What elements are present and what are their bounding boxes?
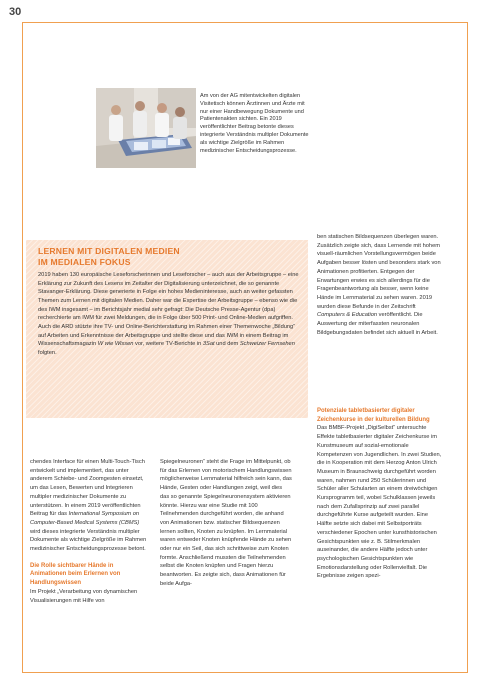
highlight-title-line1: LERNEN MIT DIGITALEN MEDIEN (38, 246, 180, 256)
page-frame-top (22, 22, 468, 23)
highlight-text-em2: 3Sat (202, 341, 215, 348)
highlight-text (38, 271, 302, 358)
photo-visitetisch (96, 88, 196, 168)
right-top-text: ben statischen Bildsequenzen überlegen waren. Zusätzlich zeigte sich, dass Lernende mit hohem visuell-räumlichen Vorstellungsvermögen beide Aufgaben besser lösten und besonders stark von Animationen profitierten. Entgegen der Erwartungen erwies es sich allerdings für die Fragenbeantwortung als besser, wenn keine Hände im Lernmaterial zu sehen waren. 2019 wurden diese Befunde in der Zeitschrift (317, 234, 441, 310)
highlight-text-em3: Schweizer Fernsehen (239, 341, 295, 348)
left-text1: chendes Interface für einen Multi-Touch-Tisch entwickelt und implementiert, das unter anderem Schiebe- und Zoomgesten einsetzt, um das Lesen, Bewerten und Integrieren multipler medizinischer Dokumente zu unterstützen. In einem 2019 veröffentlichten Beitrag für das (30, 459, 145, 518)
highlight-title-line2: IM MEDIALEN FOKUS (38, 257, 131, 267)
subhead-zeichenkurse: Potenziale tabletbasierter digitaler Zeichenkurse in der kulturellen Bildung (317, 408, 430, 423)
paragraph-gap (30, 554, 150, 562)
highlight-text-part3: und dem (214, 341, 240, 348)
highlight-text-em1: W wie Wissen (97, 341, 134, 348)
right-bottom-text: Das BMBF-Projekt „DigiSelbst“ untersuchte Effekte tabletbasierter digitaler Zeichenkurse im Kunstmuseum auf sozial-emotionale Kompetenzen von Jugendlichen. In zwei Studien, die in Kooperation mit dem Herzog Anton Ulrich Museum in Braunschweig durchgeführt worden waren, nahmen rund 250 Schülerinnen und Schüler aller Schularten an einem dreiwöchigen Kursprogramm teil, wobei Schulklassen jeweils nach dem Zufallsprinzip auf zwei parallel durchgeführte Kurse aufgeteilt wurden. Eine Hälfte setzte sich dabei mit Selbstporträts verschiedener Epochen unter kunsthistorischen Gesichtspunkten wie z. B. Stilmerkmalen auseinander, die andere Hälfte jedoch unter psychologischen Gesichtspunkten wie Emotionsdarstellung oder Rollenvielfalt. Die Ergebnisse zeigen spezi- (317, 425, 442, 580)
left-text3: Im Projekt „Verarbeitung von dynamischen Visualisierungen mit Hilfe von (30, 588, 138, 604)
right-column-bottom (317, 407, 443, 581)
right-top-journal: Computers & Education (317, 312, 378, 319)
highlight-title (38, 246, 298, 268)
right-top-text-end: veröffentlicht. Die Auswertung der miterfassten neuronalen Bildgebungsdaten befindet sich aktuell in Arbeit. (317, 312, 438, 336)
highlight-text-part4: folgten. (38, 349, 57, 356)
photo-caption: Am von der AG mitentwickelten digitalen Visitetisch können Ärztinnen und Ärzte mit nur einer Handbewegung Dokumente und Patientenakten sichten. Ein 2019 veröffentlichter Beitrag betonte dieses integrierte Verständnis multipler Dokumente als wichtige Zielgröße im Rahmen medizinischer Entscheidungsprozesse. (200, 93, 309, 154)
highlight-text-part2: vor, weitere TV-Berichte in (133, 341, 203, 348)
right-column-top (317, 233, 443, 337)
middle-column: Spiegelneuronen“ steht die Frage im Mittelpunkt, ob für das Erlernen von motorischem Handlungswissen möglicherweise Lernmaterial hilfreich sein kann, das Hände, Gesten oder Handlungen zeigt, weil dies das so genannte Spiegelneuronensystem aktivieren könnte. Hierzu war eine Studie mit 100 Teilnehmenden durchgeführt worden, die anhand von Animationen bzw. statischer Bildsequenzen lernen sollten, Knoten zu knüpfen. Im Lernmaterial waren entweder Knoten knüpfende Hände zu sehen oder nur ein Seil, das sich schrittweise zum Knoten formte. Anschließend mussten die Teilnehmenden selbst die Knoten knüpfen und Fragen hierzu beantworten. Es zeigte sich, dass Animationen für beide Aufga- (160, 459, 292, 587)
subhead-haende: Die Rolle sichtbarer Hände in Animationen beim Erlernen von Handlungswissen (30, 562, 121, 587)
left-text2: wird dieses integrierte Verständnis multipler Dokumente als wichtige Zielgröße im Rahmen medizinischer Entscheidungsprozesse betont. (30, 528, 147, 553)
page-number: 30 (9, 6, 22, 18)
left-column (30, 458, 150, 605)
left-text-em: International Symposium on Computer-Based Medical Systems (CBMS) (30, 511, 140, 526)
highlight-text-part1: 2019 haben 130 europäische Leseforscherinnen und Leseforscher – auch aus der Arbeitsgruppe – eine Erklärung zur Zukunft des Lesens im Zeitalter der Digitalisierung unterzeichnet, die so genannte Stavanger-Erklärung. Diese generierte in Folge ein hohes Medieninteresse, auch an weiter gefassten Themen zum Lernen mit digitalen Medien. Daher war die Expertise der Arbeitsgruppe – ebenso wie die des IWM insgesamt – im Berichtsjahr medial sehr gefragt: Die Deutsche Presse-Agentur (dpa) recherchierte am IWM für zwei Meldungen, die in Folge über 500 Print- und Online-Medien aufgriffen. Auch die ARD stützte ihre TV- und Online-Berichterstattung im Rahmen einer Themenwoche „Bildung“ auf Arbeiten und Erkenntnisse der Arbeitsgruppe und stellte diese und das IWM in einem Beitrag im Wissenschaftsmagazin (38, 272, 299, 348)
